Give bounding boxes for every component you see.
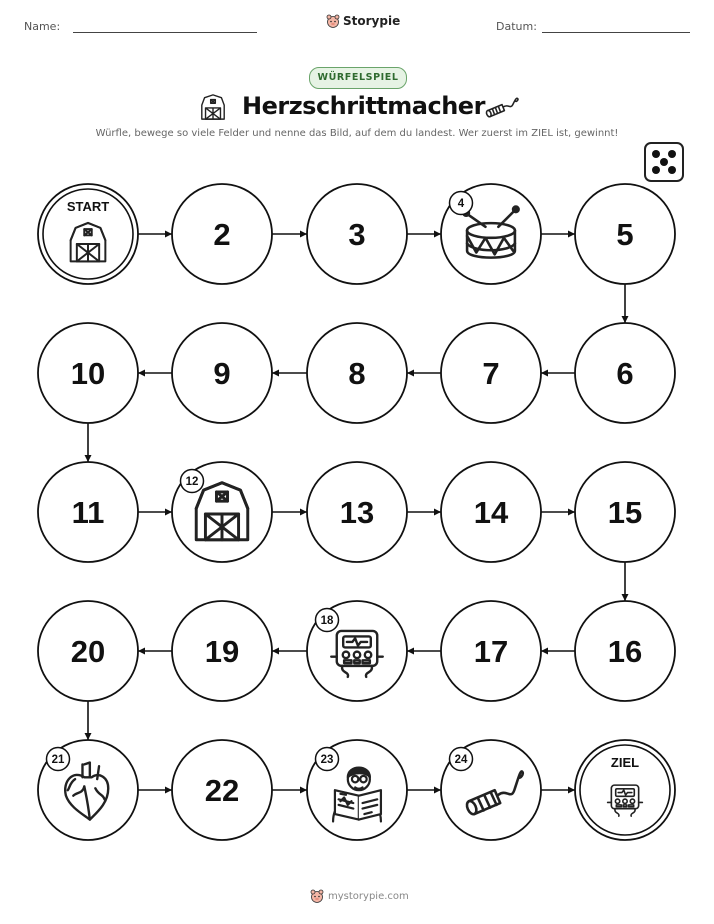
footer bbox=[310, 889, 409, 903]
space-number: 17 bbox=[473, 634, 509, 669]
space-number-label: 4 bbox=[457, 198, 465, 210]
page-title: Herzschrittmacher bbox=[242, 92, 485, 120]
board-space[interactable] bbox=[172, 323, 272, 423]
board-space[interactable] bbox=[172, 462, 272, 562]
space-number: 22 bbox=[204, 773, 240, 808]
board-space[interactable] bbox=[441, 184, 541, 284]
board-space[interactable] bbox=[307, 740, 407, 840]
start-space[interactable] bbox=[38, 184, 138, 284]
board-space[interactable] bbox=[441, 601, 541, 701]
board-space[interactable] bbox=[38, 601, 138, 701]
board-space[interactable] bbox=[307, 462, 407, 562]
space-number: 3 bbox=[348, 217, 366, 252]
game-type-badge: WÜRFELSPIEL bbox=[309, 67, 407, 89]
space-number: 13 bbox=[339, 495, 375, 530]
board-space[interactable] bbox=[307, 184, 407, 284]
instructions: Würfle, bewege so viele Felder und nenne das Bild, auf dem du landest. Wer zuerst im ZIEL ist, gewinnt! bbox=[95, 128, 619, 139]
board-space[interactable] bbox=[575, 601, 675, 701]
board-space[interactable] bbox=[307, 323, 407, 423]
barn-icon bbox=[196, 483, 248, 540]
space-number: 20 bbox=[70, 634, 106, 669]
storypie-mascot-icon bbox=[310, 889, 324, 903]
board-space[interactable] bbox=[441, 740, 541, 840]
space-number: 11 bbox=[71, 495, 105, 530]
board-space[interactable] bbox=[38, 740, 138, 840]
board-space[interactable] bbox=[441, 323, 541, 423]
space-number: 16 bbox=[607, 634, 643, 669]
brand-name: Storypie bbox=[343, 14, 401, 28]
board-space[interactable] bbox=[172, 184, 272, 284]
space-number: 9 bbox=[213, 356, 231, 391]
footer-site: mystorypie.com bbox=[328, 890, 409, 902]
date-label: Datum: bbox=[496, 20, 537, 33]
board-space[interactable] bbox=[172, 740, 272, 840]
space-number: 19 bbox=[204, 634, 240, 669]
space-number: 15 bbox=[607, 495, 643, 530]
barn-icon bbox=[71, 223, 106, 261]
space-number-label: 12 bbox=[185, 476, 199, 488]
board-space[interactable] bbox=[38, 323, 138, 423]
space-number: 14 bbox=[473, 495, 509, 530]
space-number: 5 bbox=[616, 217, 634, 252]
space-number-label: 21 bbox=[51, 754, 65, 766]
board-space[interactable] bbox=[172, 601, 272, 701]
space-number-label: 18 bbox=[320, 615, 334, 627]
space-number: 10 bbox=[70, 356, 106, 391]
space-number-label: 24 bbox=[454, 754, 468, 766]
start-label: START bbox=[66, 199, 110, 214]
space-number: 2 bbox=[213, 217, 231, 252]
space-number: 8 bbox=[348, 356, 366, 391]
space-number-label: 23 bbox=[320, 754, 334, 766]
board-space[interactable] bbox=[575, 462, 675, 562]
finish-space[interactable] bbox=[575, 740, 675, 840]
space-number: 6 bbox=[616, 356, 634, 391]
board-space[interactable] bbox=[575, 323, 675, 423]
name-label: Name: bbox=[24, 20, 61, 33]
board-space[interactable] bbox=[38, 462, 138, 562]
board-space[interactable] bbox=[575, 184, 675, 284]
board-space[interactable] bbox=[307, 601, 407, 701]
board-spaces bbox=[38, 184, 675, 840]
space-number: 7 bbox=[482, 356, 500, 391]
finish-label: ZIEL bbox=[610, 755, 640, 770]
board-space[interactable] bbox=[441, 462, 541, 562]
